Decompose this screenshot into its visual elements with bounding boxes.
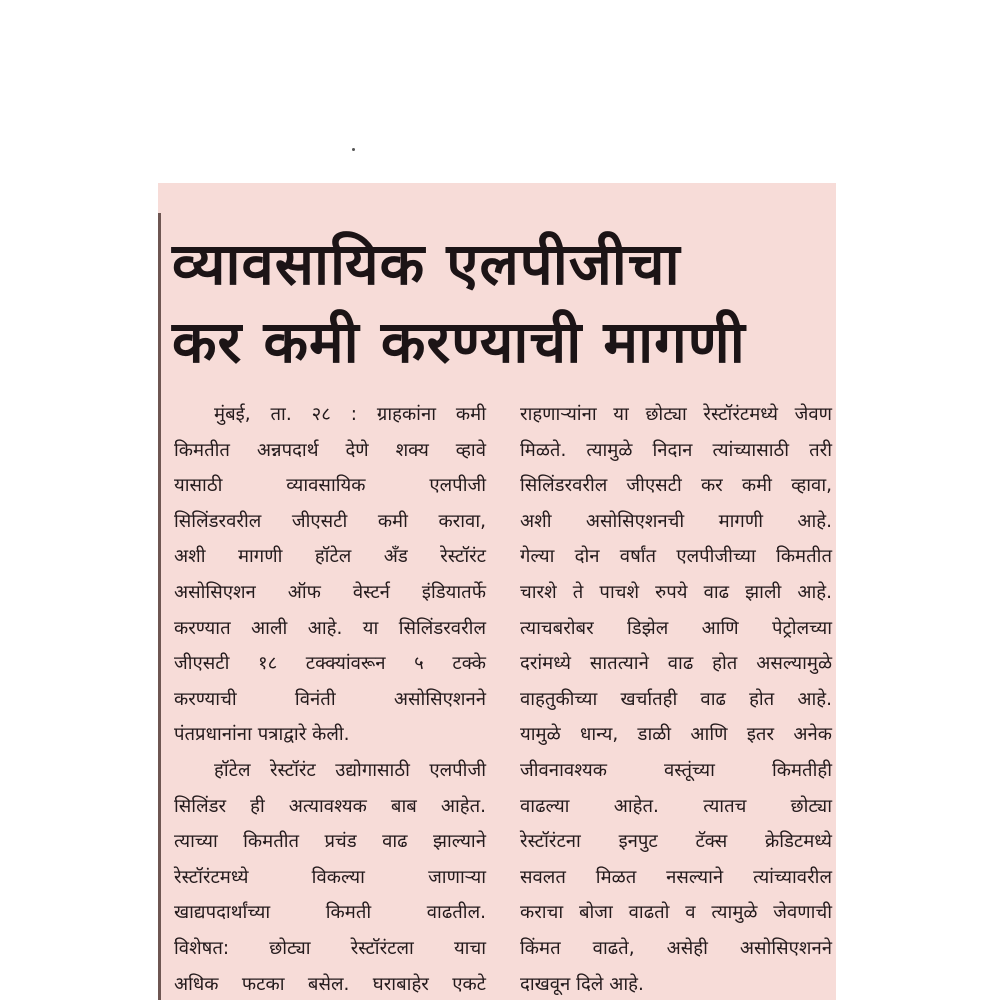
stray-mark	[352, 148, 355, 151]
body-line: विशेषत: छोट्या रेस्टॉरंटला याचा	[174, 937, 486, 959]
body-line: यामुळे धान्य, डाळी आणि इतर अनेक	[520, 724, 832, 746]
body-line: दाखवून दिले आहे.	[520, 973, 644, 995]
headline-line-2: कर कमी करण्याची मागणी	[172, 308, 746, 376]
body-line: अशी असोसिएशनची मागणी आहे.	[520, 510, 832, 532]
body-line: रेस्टॉरंटना इनपुट टॅक्स क्रेडिटमध्ये	[520, 831, 832, 853]
headline-line-1: व्यावसायिक एलपीजीचा	[172, 230, 681, 298]
body-line: किंमत वाढते, असेही असोसिएशनने	[520, 937, 832, 959]
body-line: खाद्यपदार्थांच्या किमती वाढतील.	[174, 902, 486, 924]
body-line: चारशे ते पाचशे रुपये वाढ झाली आहे.	[520, 581, 832, 603]
body-line: मिळते. त्यामुळे निदान त्यांच्यासाठी तरी	[520, 439, 832, 461]
headline	[172, 225, 827, 381]
body-line: हॉटेल रेस्टॉरंट उद्योगासाठी एलपीजी	[214, 759, 486, 781]
body-line: त्याच्या किमतीत प्रचंड वाढ झाल्याने	[174, 831, 486, 853]
body-line: सवलत मिळत नसल्याने त्यांच्यावरील	[520, 866, 832, 888]
body-line: सिलिंडर ही अत्यावश्यक बाब आहेत.	[174, 795, 486, 817]
body-line: जीवनावश्यक वस्तूंच्या किमतीही	[520, 759, 832, 781]
body-line: गेल्या दोन वर्षांत एलपीजीच्या किमतीत	[520, 546, 832, 568]
right-column	[520, 397, 832, 1000]
body-line: अधिक फटका बसेल. घराबाहेर एकटे	[174, 973, 486, 995]
body-line: वाढल्या आहेत. त्यातच छोट्या	[520, 795, 832, 817]
body-line: असोसिएशन ऑफ वेस्टर्न इंडियातर्फे	[174, 581, 486, 603]
body-line: यासाठी व्यावसायिक एलपीजी	[174, 475, 486, 497]
body-line: करण्यात आली आहे. या सिलिंडरवरील	[174, 617, 486, 639]
body-line: पंतप्रधानांना पत्राद्वारे केली.	[174, 724, 350, 746]
body-line: राहणाऱ्यांना या छोट्या रेस्टॉरंटमध्ये जेवण	[520, 404, 832, 425]
left-column	[174, 397, 486, 1000]
body-line: वाहतुकीच्या खर्चातही वाढ होत आहे.	[520, 688, 832, 710]
column-rule	[158, 213, 161, 1000]
body-line: अशी मागणी हॉटेल अँड रेस्टॉरंट	[174, 546, 486, 568]
body-line: कराचा बोजा वाढतो व त्यामुळे जेवणाची	[520, 902, 832, 924]
body-line: सिलिंडरवरील जीएसटी कर कमी व्हावा,	[520, 475, 832, 497]
body-line: त्याचबरोबर डिझेल आणि पेट्रोलच्या	[520, 617, 832, 639]
body-line: जीएसटी १८ टक्क्यांवरून ५ टक्के	[174, 653, 486, 675]
body-line: मुंबई, ता. २८ : ग्राहकांना कमी	[214, 404, 486, 425]
body-line: दरांमध्ये सातत्याने वाढ होत असल्यामुळे	[520, 653, 832, 675]
body-line: रेस्टॉरंटमध्ये विकल्या जाणाऱ्या	[174, 866, 486, 888]
body-line: किमतीत अन्नपदार्थ देणे शक्य व्हावे	[174, 439, 486, 461]
body-line: सिलिंडरवरील जीएसटी कमी करावा,	[174, 510, 486, 532]
body-line: करण्याची विनंती असोसिएशनने	[174, 688, 486, 710]
newspaper-clipping	[158, 183, 836, 1000]
